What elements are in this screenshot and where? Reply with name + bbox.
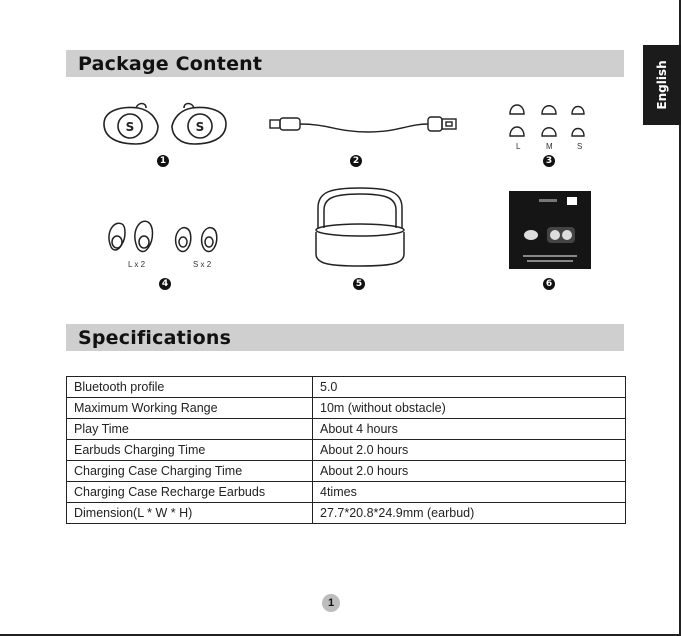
spec-key: Charging Case Recharge Earbuds [67, 482, 313, 503]
package-content-header [66, 50, 624, 77]
specifications-header [66, 324, 624, 351]
ear-tip-size-m: M [546, 142, 553, 151]
item-number-2: 2 [350, 155, 362, 167]
spec-key: Dimension(L * W * H) [67, 503, 313, 524]
item-number-5: 5 [353, 278, 365, 290]
spec-key: Play Time [67, 419, 313, 440]
specifications-table [66, 376, 626, 524]
ear-tips-icon [506, 98, 592, 142]
language-tab [643, 45, 681, 125]
spec-value: 4times [313, 482, 626, 503]
item-number-4: 4 [159, 278, 171, 290]
user-manual-icon [509, 191, 591, 269]
ear-fins-icon [104, 214, 234, 258]
ear-fin-size-s: S x 2 [193, 260, 212, 269]
language-tab-label: English [655, 60, 669, 110]
charging-case-icon [310, 184, 410, 270]
spec-key: Earbuds Charging Time [67, 440, 313, 461]
table-row [67, 440, 626, 461]
specifications-title: Specifications [78, 327, 232, 349]
item-number-3: 3 [543, 155, 555, 167]
svg-text:S: S [195, 120, 205, 134]
svg-text:S: S [125, 120, 135, 134]
spec-key: Maximum Working Range [67, 398, 313, 419]
item-number-6: 6 [543, 278, 555, 290]
item-number-1: 1 [157, 155, 169, 167]
package-content-title: Package Content [78, 53, 263, 75]
spec-value: 27.7*20.8*24.9mm (earbud) [313, 503, 626, 524]
usb-cable-icon [268, 110, 460, 140]
page-number: 1 [322, 594, 340, 612]
spec-value: 5.0 [313, 377, 626, 398]
spec-key: Charging Case Charging Time [67, 461, 313, 482]
ear-tip-size-s: S [577, 142, 583, 151]
spec-key: Bluetooth profile [67, 377, 313, 398]
table-row [67, 482, 626, 503]
ear-tip-size-l: L [516, 142, 521, 151]
table-row [67, 503, 626, 524]
table-row [67, 377, 626, 398]
spec-value: 10m (without obstacle) [313, 398, 626, 419]
table-row [67, 461, 626, 482]
table-row [67, 398, 626, 419]
spec-value: About 4 hours [313, 419, 626, 440]
ear-fin-size-l: L x 2 [128, 260, 146, 269]
spec-value: About 2.0 hours [313, 461, 626, 482]
earbuds-icon [100, 100, 230, 148]
spec-value: About 2.0 hours [313, 440, 626, 461]
table-row [67, 419, 626, 440]
